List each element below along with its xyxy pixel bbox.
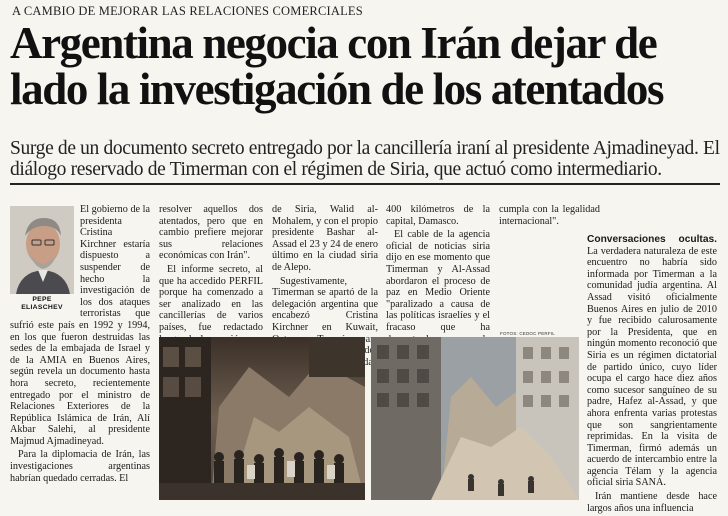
paragraph: Sugestivamente, Timerman se apartó de la delegación argentina que encabezó Cristina Kirchner en Kuwait, para (272, 275, 378, 345)
portrait-spacer (10, 204, 80, 316)
author-name: PEPE ELIASCHEV (21, 296, 63, 311)
kicker: A CAMBIO DE MEJORAR LAS RELACIONES COMERCIALES (12, 4, 363, 18)
paragraph (587, 234, 717, 489)
paragraph-text: La verdadera naturaleza de este encuentro no habría sido informada por Timerman a la comunidad judía argentina. Al Assad visitó oficialmente Buenos Aires en julio de 2010 y fue recibido calurosamente por la Presidenta, que en ningún momento reconoció que Siria es un régimen dictatorial de partido único, cuyo líder ocupa el cargo hace diez años como sucesor sanguíneo de su padre, Hafez al-Assad, y que ahora enfrenta varias protestas que son sangrientamente reprimidas. En la visita de Timerman, firmó además un acuerdo de intercambio entre la agencia Télam y la agencia oficial siria SANA. (587, 245, 717, 489)
photo-rubble-crowd (159, 337, 365, 500)
paragraph: Irán mantiene desde hace largos años una influencia (587, 491, 717, 514)
photo-damaged-street (371, 337, 579, 500)
paragraph: El informe secreto, al que ha accedido PERFIL porque ha comenzado a ser analizado en las cancillerías de varios países, fue redactado (159, 263, 263, 333)
article-column-5 (499, 204, 600, 229)
photo-rubble-crowd-image (159, 337, 365, 500)
paragraph: cumpla con la legalidad internacional". (499, 204, 600, 227)
section-subtitle: Conversaciones ocultas. (587, 234, 717, 245)
paragraph: resolver aquellos dos atentados, pero que en cambio prefiere mejorar sus relaciones económicas con Irán". (159, 204, 263, 262)
subhead: Surge de un documento secreto entregado por la cancillería iraní al presidente Ajmadineyad. El diálogo reservado de Timerman con el régimen de Siria, que actuó como intermediario. (10, 138, 720, 180)
divider-rule (10, 183, 720, 185)
photo-credit: FOTOS: CEDOC PERFIL (500, 331, 555, 336)
article-column-1 (10, 204, 150, 486)
paragraph: de Siria, Walid al-Mohalem, y con el propio presidente Bashar al-Assad el 23 y 24 de enero último en la ciudad siria de Alepo. (272, 204, 378, 273)
headline: Argentina negocia con Irán dejar de lado la investigación de los atentados (10, 18, 664, 114)
article-column-6 (587, 234, 717, 516)
paragraph: 400 kilómetros de la capital, Damasco. (386, 204, 490, 227)
paragraph: Para la diplomacia de Irán, las investigaciones argentinas habrían quedado cerradas. El (10, 449, 150, 484)
paragraph: El cable de la agencia oficial de noticias siria dijo en ese momento que Timerman y Al-Assad abordaron el proceso de paz en Medio Oriente "paralizado a causa de las políticas israelíes y el fracaso que ha (386, 229, 490, 333)
photo-damaged-street-image (371, 337, 579, 500)
paragraph: El gobierno de la presidenta Cristina Kirchner estaría dispuesto a suspender de hecho la investigación de los dos ataques terroristas que sufrió este país en 1992 y 1994, en los que fueron destruidas las sedes de la embajada de Israel y de la AMIA en Buenos Aires, según revela un documento hasta hora secreto, recientemente entregado por el ministro de Relaciones Exteriores de la República Islámica de Irán, Alí Akbar Salehi, al presidente Majmud Ajmadineyad. (10, 204, 150, 447)
